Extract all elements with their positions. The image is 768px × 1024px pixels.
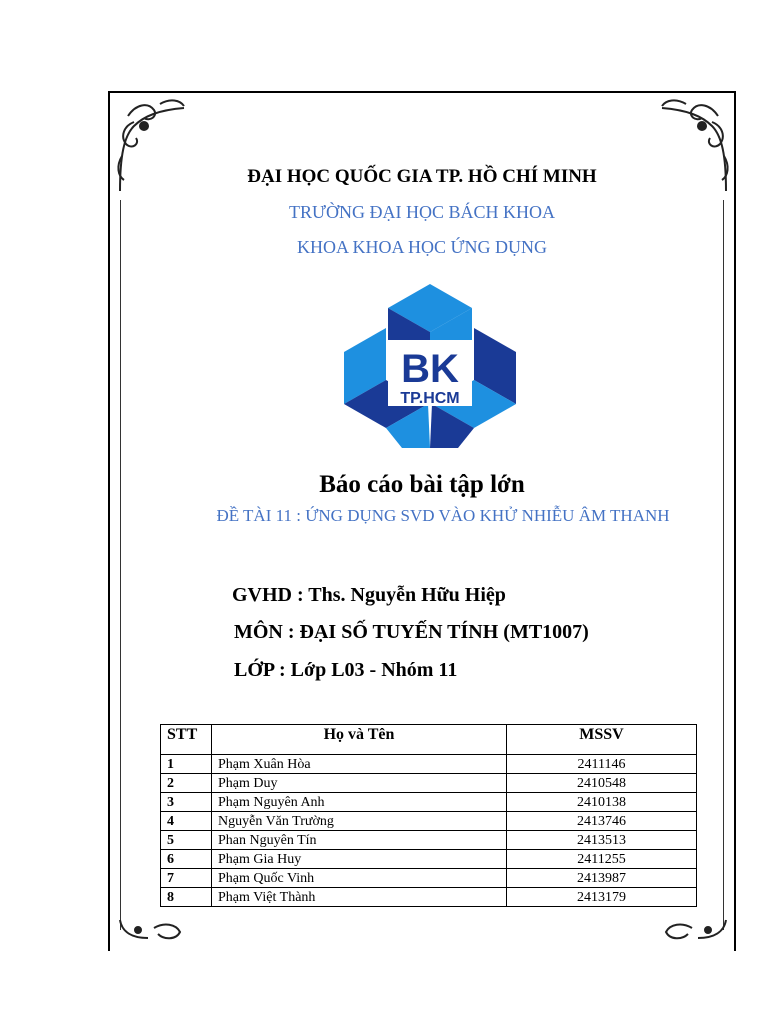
- row-mssv: 2413987: [507, 869, 697, 888]
- row-stt: 7: [161, 869, 212, 888]
- row-name: Phan Nguyên Tín: [212, 831, 507, 850]
- table-row: [161, 850, 697, 869]
- table-row: [161, 869, 697, 888]
- advisor-line: GVHD : Ths. Nguyễn Hữu Hiệp: [232, 584, 506, 606]
- row-stt: 1: [161, 755, 212, 774]
- header-stt: STT: [161, 725, 212, 755]
- table-row: [161, 774, 697, 793]
- faculty-name: KHOA KHOA HỌC ỨNG DỤNG: [297, 237, 547, 257]
- row-stt: 4: [161, 812, 212, 831]
- row-mssv: 2413513: [507, 831, 697, 850]
- school-name: TRƯỜNG ĐẠI HỌC BÁCH KHOA: [289, 202, 555, 222]
- logo-text-main: BK: [401, 347, 459, 391]
- ornament-bottom-left-icon: [114, 918, 204, 946]
- left-inner-line: [120, 200, 121, 930]
- header-mssv: MSSV: [507, 725, 697, 755]
- table-row: [161, 812, 697, 831]
- bk-logo: [342, 282, 518, 450]
- course-line: MÔN : ĐẠI SỐ TUYẾN TÍNH (MT1007): [234, 621, 589, 643]
- row-stt: 8: [161, 888, 212, 907]
- table-row: [161, 831, 697, 850]
- row-mssv: 2413179: [507, 888, 697, 907]
- members-table: [160, 724, 697, 907]
- row-name: Phạm Quốc Vinh: [212, 869, 507, 888]
- table-row: [161, 793, 697, 812]
- row-mssv: 2411255: [507, 850, 697, 869]
- row-name: Nguyễn Văn Trường: [212, 812, 507, 831]
- row-name: Phạm Xuân Hòa: [212, 755, 507, 774]
- row-name: Phạm Gia Huy: [212, 850, 507, 869]
- logo-text-sub: TP.HCM: [400, 390, 460, 407]
- header-name: Họ và Tên: [212, 725, 507, 755]
- row-stt: 2: [161, 774, 212, 793]
- row-mssv: 2410138: [507, 793, 697, 812]
- row-mssv: 2413746: [507, 812, 697, 831]
- row-stt: 5: [161, 831, 212, 850]
- row-stt: 3: [161, 793, 212, 812]
- row-name: Phạm Duy: [212, 774, 507, 793]
- row-name: Phạm Việt Thành: [212, 888, 507, 907]
- table-row: [161, 755, 697, 774]
- row-mssv: 2410548: [507, 774, 697, 793]
- ornament-bottom-right-icon: [642, 918, 732, 946]
- table-header-row: [161, 725, 697, 755]
- class-line: LỚP : Lớp L03 - Nhóm 11: [234, 659, 458, 681]
- row-mssv: 2411146: [507, 755, 697, 774]
- right-inner-line: [723, 200, 724, 930]
- report-topic: ĐỀ TÀI 11 : ỨNG DỤNG SVD VÀO KHỬ NHIỄU ÂM THANH: [216, 506, 670, 525]
- university-name: ĐẠI HỌC QUỐC GIA TP. HỒ CHÍ MINH: [247, 166, 597, 187]
- row-name: Phạm Nguyên Anh: [212, 793, 507, 812]
- table-row: [161, 888, 697, 907]
- report-title: Báo cáo bài tập lớn: [319, 471, 525, 498]
- row-stt: 6: [161, 850, 212, 869]
